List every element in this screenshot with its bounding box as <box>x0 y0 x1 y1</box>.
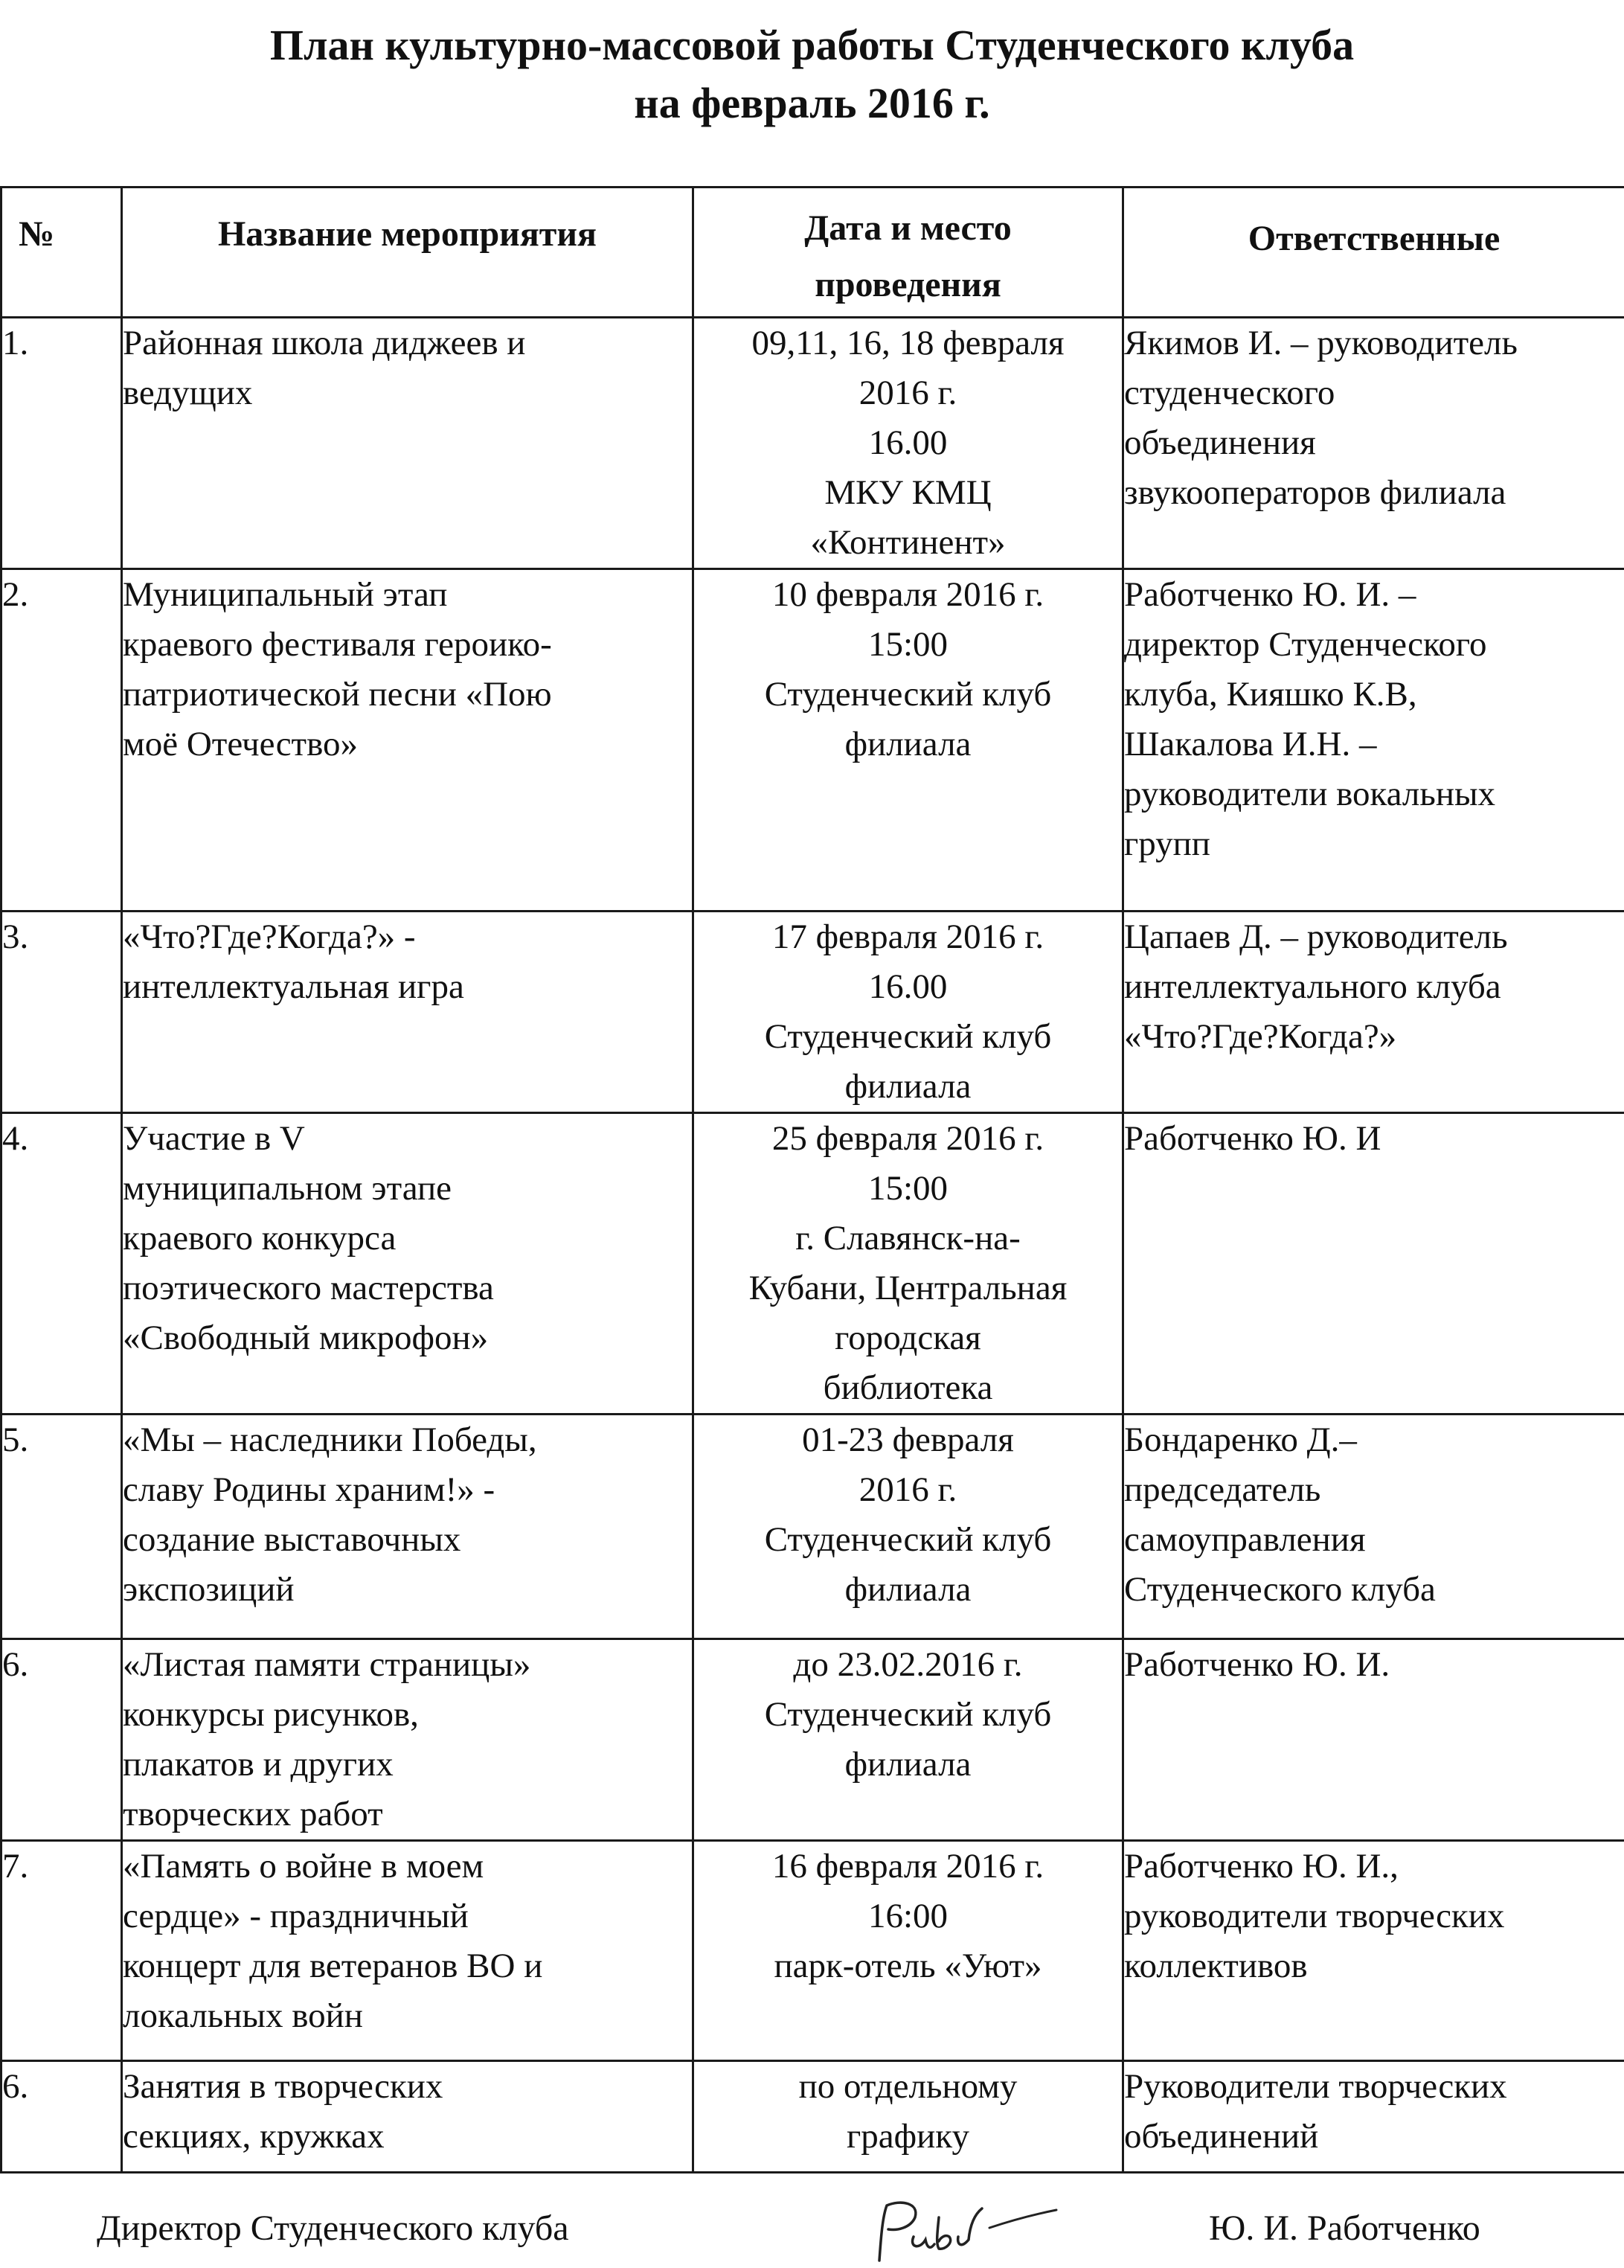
event-date-place: по отдельному графику <box>693 2061 1123 2173</box>
signature-block <box>0 2195 1624 2268</box>
header-date: Дата и место проведения <box>693 188 1123 318</box>
event-name: Занятия в творческих секциях, кружках <box>122 2061 693 2173</box>
event-name: «Память о войне в моем сердце» - праздничный концерт для ветеранов ВО и локальных войн <box>122 1841 693 2061</box>
header-responsible: Ответственные <box>1123 188 1624 318</box>
event-name: «Мы – наследники Победы, славу Родины храним!» - создание выставочных экспозиций <box>122 1415 693 1639</box>
table-row <box>1 1841 1624 2061</box>
document-title <box>0 16 1624 132</box>
event-name: Районная школа диджеев и ведущих <box>122 318 693 569</box>
row-number: 1. <box>1 318 122 569</box>
row-number: 3. <box>1 912 122 1113</box>
event-responsible: Цапаев Д. – руководитель интеллектуального клуба «Что?Где?Когда?» <box>1123 912 1624 1113</box>
event-name: «Что?Где?Когда?» - интеллектуальная игра <box>122 912 693 1113</box>
signer-name: Ю. И. Работченко <box>1209 2208 1480 2248</box>
header-num: № <box>1 188 122 318</box>
row-number: 4. <box>1 1113 122 1415</box>
row-number: 7. <box>1 1841 122 2061</box>
event-responsible: Работченко Ю. И <box>1123 1113 1624 1415</box>
event-date-place: 25 февраля 2016 г. 15:00 г. Славянск-на- Кубани, Центральная городская библиотека <box>693 1113 1123 1415</box>
event-name: Муниципальный этап краевого фестиваля героико- патриотической песни «Пою моё Отечество» <box>122 569 693 912</box>
handwritten-signature <box>870 2195 1064 2268</box>
table-row <box>1 1415 1624 1639</box>
event-date-place: 10 февраля 2016 г. 15:00 Студенческий клуб филиала <box>693 569 1123 912</box>
event-date-place: 09,11, 16, 18 февраля 2016 г. 16.00 МКУ КМЦ «Континент» <box>693 318 1123 569</box>
event-responsible: Работченко Ю. И. – директор Студенческого клуба, Кияшко К.В, Шакалова И.Н. – руководители вокальных групп <box>1123 569 1624 912</box>
event-responsible: Работченко Ю. И., руководители творческих коллективов <box>1123 1841 1624 2061</box>
signer-position: Директор Студенческого клуба <box>97 2208 569 2248</box>
table-row <box>1 318 1624 569</box>
event-responsible: Бондаренко Д.– председатель самоуправления Студенческого клуба <box>1123 1415 1624 1639</box>
table-row <box>1 912 1624 1113</box>
title-line-1: План культурно-массовой работы Студенческого клуба <box>269 21 1355 69</box>
events-table <box>0 186 1624 2174</box>
event-name: «Листая памяти страницы» конкурсы рисунков, плакатов и других творческих работ <box>122 1639 693 1841</box>
event-date-place: 17 февраля 2016 г. 16.00 Студенческий клуб филиала <box>693 912 1123 1113</box>
event-responsible: Руководители творческих объединений <box>1123 2061 1624 2173</box>
table-row <box>1 1639 1624 1841</box>
header-name: Название мероприятия <box>122 188 693 318</box>
table-row <box>1 2061 1624 2173</box>
event-date-place: до 23.02.2016 г. Студенческий клуб филиала <box>693 1639 1123 1841</box>
table-row <box>1 569 1624 912</box>
table-row <box>1 1113 1624 1415</box>
row-number: 6. <box>1 1639 122 1841</box>
event-date-place: 16 февраля 2016 г. 16:00 парк-отель «Уют» <box>693 1841 1123 2061</box>
row-number: 2. <box>1 569 122 912</box>
event-responsible: Якимов И. – руководитель студенческого объединения звукооператоров филиала <box>1123 318 1624 569</box>
event-responsible: Работченко Ю. И. <box>1123 1639 1624 1841</box>
table-header-row <box>1 188 1624 318</box>
event-date-place: 01-23 февраля 2016 г. Студенческий клуб филиала <box>693 1415 1123 1639</box>
row-number: 5. <box>1 1415 122 1639</box>
event-name: Участие в V муниципальном этапе краевого конкурса поэтического мастерства «Свободный микрофон» <box>122 1113 693 1415</box>
row-number: 6. <box>1 2061 122 2173</box>
title-line-2: на февраль 2016 г. <box>634 79 990 127</box>
